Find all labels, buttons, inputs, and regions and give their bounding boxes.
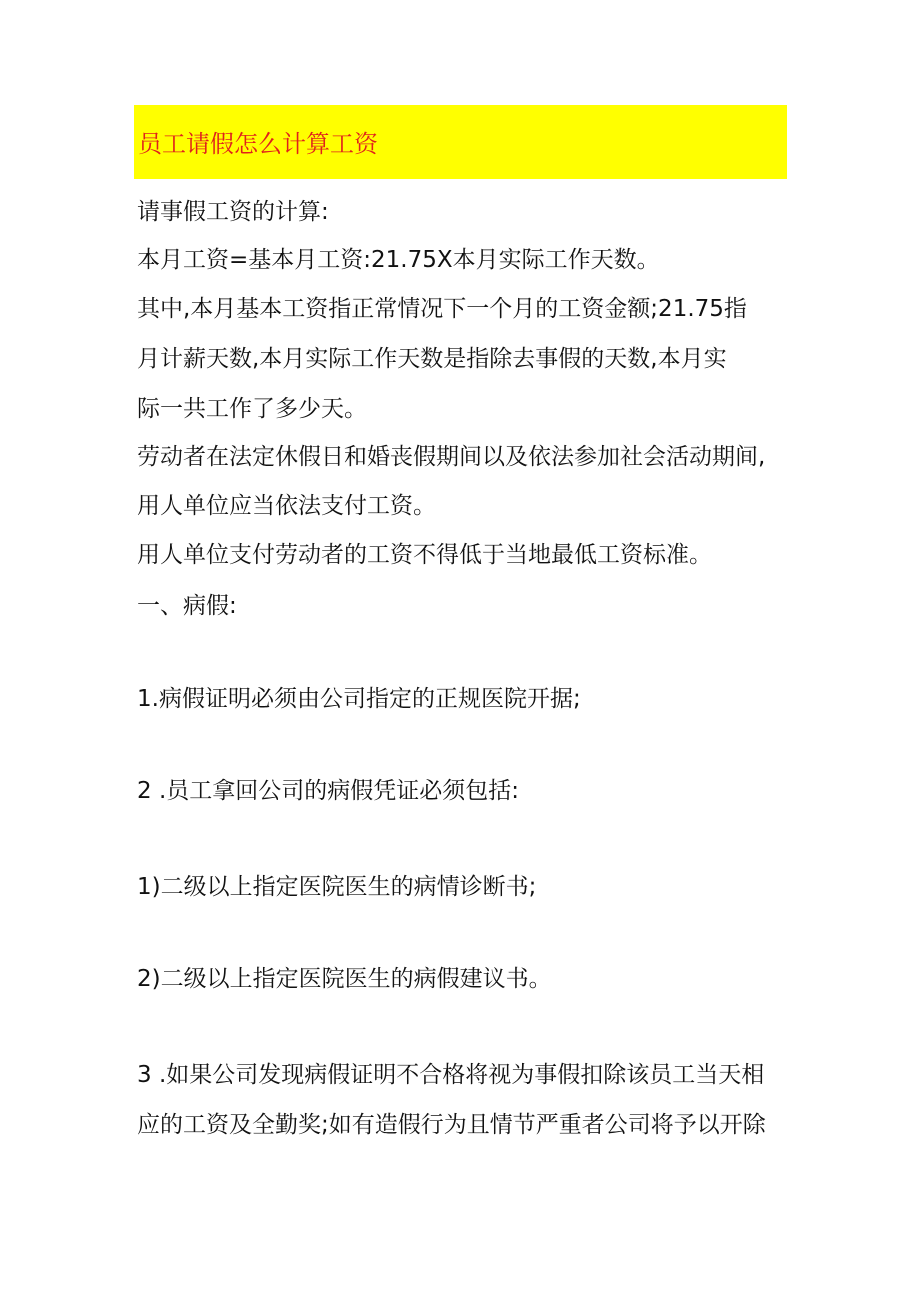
section-heading: 一、病假: bbox=[137, 593, 237, 619]
paragraph-line: 用人单位应当依法支付工资。 bbox=[137, 493, 436, 519]
list-item: 2 .员工拿回公司的病假凭证必须包括: bbox=[137, 778, 520, 804]
paragraph-line: 其中,本月基本工资指正常情况下一个月的工资金额;21.75指 bbox=[137, 296, 747, 322]
paragraph-line: 本月工资=基本月工资:21.75X本月实际工作天数。 bbox=[137, 247, 660, 273]
list-item: 2)二级以上指定医院医生的病假建议书。 bbox=[137, 966, 552, 992]
list-item: 1.病假证明必须由公司指定的正规医院开据; bbox=[137, 686, 581, 712]
paragraph-line: 月计薪天数,本月实际工作天数是指除去事假的天数,本月实 bbox=[137, 346, 727, 372]
list-item: 应的工资及全勤奖;如有造假行为且情节严重者公司将予以开除 bbox=[137, 1112, 766, 1138]
paragraph-line: 用人单位支付劳动者的工资不得低于当地最低工资标准。 bbox=[137, 542, 712, 568]
list-item: 1)二级以上指定医院医生的病情诊断书; bbox=[137, 874, 537, 900]
paragraph-line: 际一共工作了多少天。 bbox=[137, 396, 367, 422]
paragraph-line: 请事假工资的计算: bbox=[137, 199, 329, 225]
list-item: 3 .如果公司发现病假证明不合格将视为事假扣除该员工当天相 bbox=[137, 1062, 765, 1088]
title-highlight bbox=[134, 105, 787, 179]
document-title: 员工请假怎么计算工资 bbox=[138, 130, 378, 158]
paragraph-line: 劳动者在法定休假日和婚丧假期间以及依法参加社会活动期间, bbox=[137, 444, 766, 470]
